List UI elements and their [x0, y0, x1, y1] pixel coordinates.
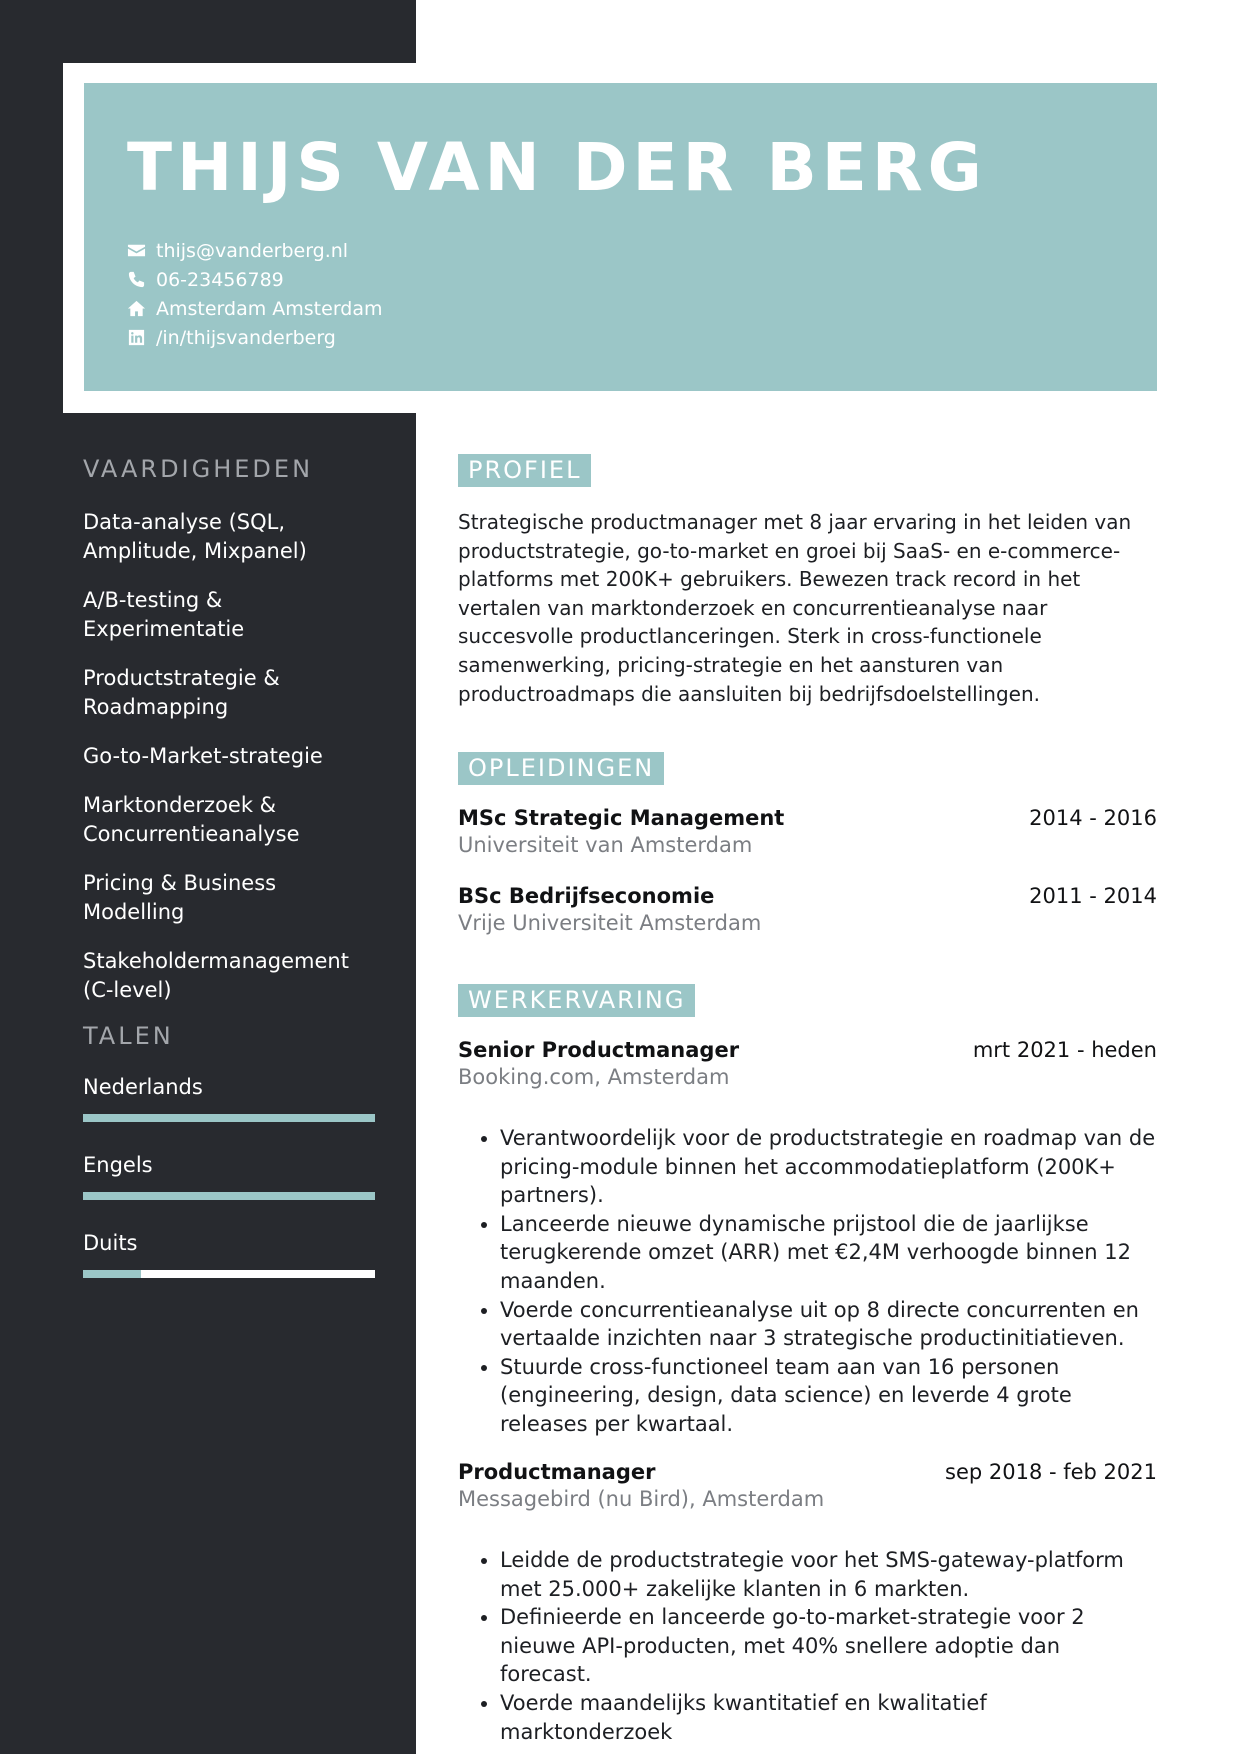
contact-phone[interactable]	[126, 265, 383, 294]
company-name: Messagebird (nu Bird), Amsterdam	[458, 1487, 825, 1511]
school-name: Universiteit van Amsterdam	[458, 833, 753, 857]
phone-icon	[126, 270, 146, 290]
company-name: Booking.com, Amsterdam	[458, 1065, 730, 1089]
skill-item: Go-to-Market-strategie	[83, 744, 323, 768]
contact-location-text: Amsterdam Amsterdam	[156, 297, 383, 320]
job-role: Productmanager	[458, 1460, 656, 1484]
education-heading: OPLEIDINGEN	[458, 752, 664, 785]
skill-item: Pricing & Business Modelling	[83, 871, 277, 924]
language-level-fill	[83, 1114, 375, 1122]
experience-entry	[458, 1038, 1157, 1089]
job-bullets	[458, 1124, 1158, 1439]
job-dates: sep 2018 - feb 2021	[945, 1460, 1157, 1484]
contact-linkedin[interactable]	[126, 323, 383, 352]
home-icon	[126, 299, 146, 319]
list-item: • Definieerde en lanceerde go-to-market-strategie voor 2 nieuwe API-producten, met 40% snellere adoptie dan forecast.	[500, 1603, 1158, 1689]
experience-heading: WERKERVARING	[458, 984, 695, 1017]
job-dates: mrt 2021 - heden	[972, 1038, 1157, 1062]
header	[84, 83, 1157, 391]
skill-item: Productstrategie & Roadmapping	[83, 666, 280, 719]
job-role: Senior Productmanager	[458, 1038, 740, 1062]
list-item: • Stuurde cross-functioneel team aan van 16 personen (engineering, design, data science) en leverde 4 grote releases per kwartaal.	[500, 1353, 1158, 1439]
language-name: Duits	[83, 1231, 138, 1255]
person-name: THIJS VAN DER BERG	[127, 129, 987, 206]
profile-text: Strategische productmanager met 8 jaar ervaring in het leiden van productstrategie, go-to-market en groei bij SaaS- en e-commerce-platforms met 200K+ gebruikers. Bewezen track record in het vertalen van marktonderzoek en concurrentieanalyse naar succesvolle productlanceringen. Sterk in cross-functionele samenwerking, pricing-strategie en het aansturen van productroadmaps die aansluiten bij bedrijfsdoelstellingen.	[458, 510, 1132, 706]
profile-heading: PROFIEL	[458, 454, 591, 487]
school-name: Vrije Universiteit Amsterdam	[458, 911, 762, 935]
contact-email[interactable]	[126, 236, 383, 265]
education-entry	[458, 884, 1157, 935]
language-level-fill	[83, 1192, 375, 1200]
list-item: • Verantwoordelijk voor de productstrategie en roadmap van de pricing-module binnen het accommodatieplatform (200K+ partners).	[500, 1124, 1158, 1210]
envelope-icon	[126, 241, 146, 261]
education-dates: 2011 - 2014	[1029, 884, 1157, 908]
language-level-bar	[83, 1270, 375, 1278]
language-level-bar	[83, 1192, 375, 1200]
language-name: Engels	[83, 1153, 153, 1177]
list-item: • Voerde maandelijks kwantitatief en kwalitatief marktonderzoek	[500, 1689, 1158, 1746]
job-bullets	[458, 1546, 1158, 1746]
education-dates: 2014 - 2016	[1029, 806, 1157, 830]
linkedin-icon	[126, 328, 146, 348]
list-item: • Voerde concurrentieanalyse uit op 8 directe concurrenten en vertaalde inzichten naar 3 strategische productinitiatieven.	[500, 1296, 1158, 1353]
skill-item: Data-analyse (SQL, Amplitude, Mixpanel)	[83, 510, 307, 563]
degree-title: MSc Strategic Management	[458, 806, 785, 830]
contact-linkedin-text: /in/thijsvanderberg	[156, 326, 336, 349]
skill-item: Marktonderzoek & Concurrentieanalyse	[83, 793, 300, 846]
degree-title: BSc Bedrijfseconomie	[458, 884, 715, 908]
language-name: Nederlands	[83, 1075, 203, 1099]
experience-entry	[458, 1460, 1157, 1511]
contact-location	[126, 294, 383, 323]
skills-list	[83, 508, 383, 1025]
languages-heading: TALEN	[83, 1022, 174, 1050]
contact-phone-text: 06-23456789	[156, 268, 284, 291]
skill-item: Stakeholdermanagement (C-level)	[83, 949, 349, 1002]
language-level-bar	[83, 1114, 375, 1122]
education-entry	[458, 806, 1157, 857]
skills-heading: VAARDIGHEDEN	[83, 455, 314, 483]
list-item: • Leidde de productstrategie voor het SMS-gateway-platform met 25.000+ zakelijke klanten in 6 markten.	[500, 1546, 1158, 1603]
language-level-fill	[83, 1270, 141, 1278]
contact-email-text: thijs@vanderberg.nl	[156, 239, 349, 262]
skill-item: A/B-testing & Experimentatie	[83, 588, 245, 641]
contact-list	[126, 236, 383, 352]
list-item: • Lanceerde nieuwe dynamische prijstool die de jaarlijkse terugkerende omzet (ARR) met €2,4M verhoogde binnen 12 maanden.	[500, 1210, 1158, 1296]
